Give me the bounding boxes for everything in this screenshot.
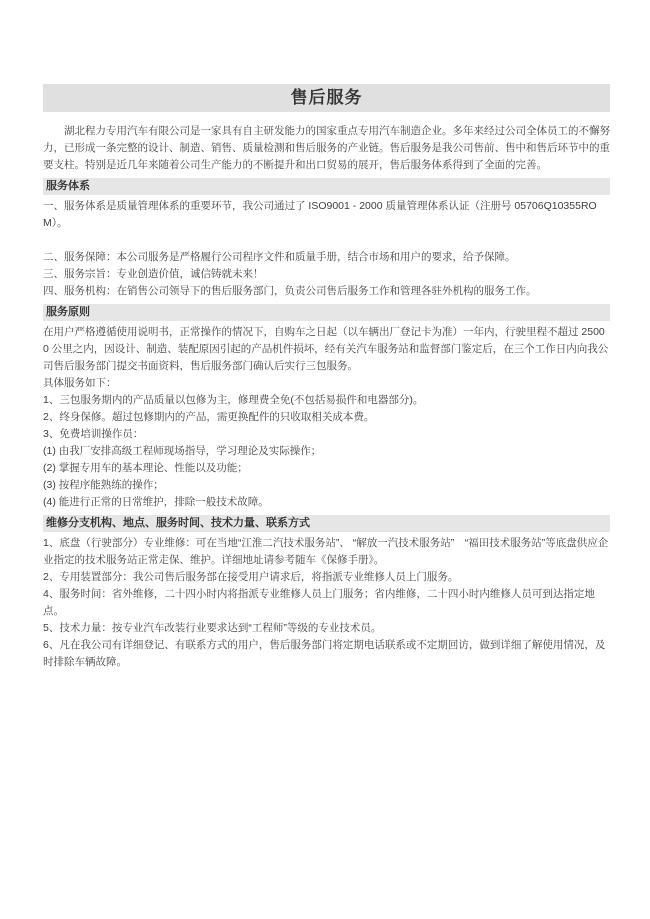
section-body <box>43 324 610 511</box>
page-title: 售后服务 <box>43 84 610 112</box>
text-line: (4) 能进行正常的日常维护，排除一般技术故障。 <box>43 496 269 508</box>
section-heading: 服务体系 <box>43 178 610 195</box>
section-heading: 服务原则 <box>43 304 610 321</box>
intro-paragraph: 湖北程力专用汽车有限公司是一家具有自主研发能力的国家重点专用汽车制造企业。多年来经过公司全体员工的不懈努力，已形成一条完整的设计、制造、销售、质量检测和售后服务的产业链。售后服务是我公司售前、售中和售后环节中的重要支柱。特别是近几年来随着公司生产能力的不断提升和出口贸易的展开，售后服务体系得到了全面的完善。 <box>43 125 610 171</box>
text-line: 四、服务机构：在销售公司领导下的售后服务部门，负责公司售后服务工作和管理各驻外机构的服务工作。 <box>43 285 537 297</box>
section-service-system <box>43 178 610 300</box>
text-line: 2、专用装置部分：我公司售后服务部在接受用户请求后，将指派专业维修人员上门服务。 <box>43 571 459 583</box>
section-repair-branches <box>43 515 610 671</box>
text-line: 二、服务保障：本公司服务是严格履行公司程序文件和质量手册，结合市场和用户的要求，给予保障。 <box>43 251 516 263</box>
text-line: 4、服务时间：省外维修，二十四小时内将指派专业维修人员上门服务；省内维修，二十四小时内维修人员可到达指定地点。 <box>43 588 595 617</box>
text-line: 具体服务如下： <box>43 377 117 389</box>
text-line: 3、免费培训操作员： <box>43 428 144 440</box>
section-body <box>43 198 610 300</box>
text-line: 一、服务体系是质量管理体系的重要环节，我公司通过了 ISO9001 - 2000 质量管理体系认证（注册号 05706Q10355ROM）。 <box>43 200 597 229</box>
text-line: (1) 由我厂安排高级工程师现场指导，学习理论及实际操作； <box>43 445 322 457</box>
text-line: (3) 按程序能熟练的操作； <box>43 479 164 491</box>
text-line: (2) 掌握专用车的基本理论、性能以及功能； <box>43 462 248 474</box>
text-line: 6、凡在我公司有详细登记、有联系方式的用户，售后服务部门将定期电话联系或不定期回访，做到详细了解使用情况，及时排除车辆故障。 <box>43 639 606 668</box>
text-line: 2、终身保修。超过包修期内的产品，需更换配件的只收取相关成本费。 <box>43 411 375 423</box>
text-line: 在用户严格遵循使用说明书，正常操作的情况下，自购车之日起（以车辆出厂登记卡为准）一年内，行驶里程不超过 25000 公里之内，因设计、制造、装配原因引起的产品机件损坏，经有关汽车服务站和监督部门鉴定后，在三个工作日内向我公司售后服务部门提交书面资料，售后服务部门确认后实行三包服务。 <box>43 326 609 372</box>
text-line: 1、三包服务期内的产品质量以包修为主，修理费全免(不包括易损件和电器部分)。 <box>43 394 424 406</box>
section-heading: 维修分支机构、地点、服务时间、技术力量、联系方式 <box>43 515 610 532</box>
text-line: 三、服务宗旨：专业创造价值，诚信铸就未来！ <box>43 268 264 280</box>
blank-line <box>43 232 610 249</box>
text-line: 1、底盘（行驶部分）专业维修：可在当地“江淮二汽技术服务站”、 “解放一汽技术服务站” “福田技术服务站”等底盘供应企业指定的技术服务站正常走保、维护。详细地址请参考随车《保修手册》。 <box>43 537 609 566</box>
section-body <box>43 535 610 671</box>
text-line: 5、技术力量：按专业汽车改装行业要求达到“工程师”等级的专业技术员。 <box>43 622 382 634</box>
section-service-principles <box>43 304 610 511</box>
